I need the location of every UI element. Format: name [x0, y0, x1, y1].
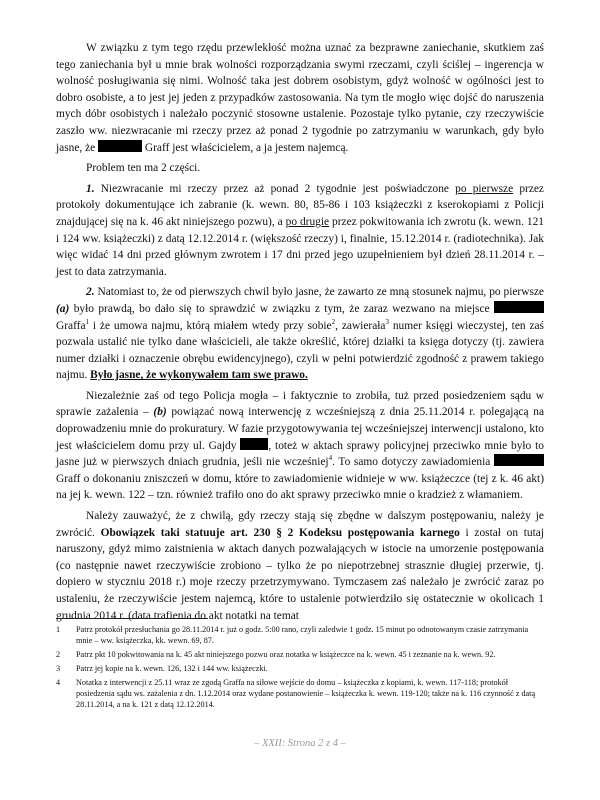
text-run: i że umowa najmu, którą miałem wtedy przy sobie: [89, 319, 332, 332]
paragraph: [56, 284, 544, 384]
redaction-box: [240, 438, 268, 450]
redaction-box: [98, 140, 142, 152]
text-run: Problem ten ma 2 części.: [86, 162, 201, 175]
text-run: Graff o dokonaniu zniszczeń w domu, które to zawiadomienie widnieje w ww. książeczce (tej z k. 46 akt) na jej k. wewn. 122 – tzn. również trafiło ono do akt sprawy przeciwko mnie o kradzież z włamaniem.: [56, 472, 544, 502]
text-run: przez protokoły dokumentujące ich zabranie (k. wewn. 80, 85-86 i 103 książeczki z kserokopiami z Policji znajdującej się na k. 46 akt niniejszego pozwu), a: [56, 182, 544, 228]
redaction-box: [494, 454, 544, 466]
footnote-text: Patrz protokół przesłuchania go 28.11.2014 r. już o godz. 5:00 rano, czyli zaledwie 1 godz. 15 minut po odnotowanym czasie zatrzymania mnie – ww. książeczka, kk. wewn. 69, 87.: [76, 625, 529, 645]
footnote-text: Notatka z interwencji z 25.11 wraz ze zgodą Graffa na siłowe wejście do domu – książeczka z kopiami, k. wewn. 117-118; protokół posiedzenia sądu ws. zażalenia z dn. 1.12.2014 oraz wydane postanowienie – książeczka k. wewn. 119-120; także na k. 116 czynność z datą 28.11.2014, a na k. 121 z datą 12.12.2014.: [76, 678, 536, 709]
text-run: i został on tutaj naruszony, gdyż mimo zaistnienia w aktach danych pozwalających w istocie na umorzenie postępowania (co następnie nawet rzeczywiście zrobiono – tylko że po niepotrzebnej strasznie długiej przerwie, tj. dopiero w styczniu 2018 r.) moje rzeczy przetrzymywano. Tymczasem zaś należało je zwrócić zaraz po ustaleniu, że rzeczywiście jestem najemcą, które to ustalenie potwierdziło się ostatecznie w okolicach 1 grudnia 2014 r. (data trafienia do akt notatki na temat: [56, 526, 545, 622]
text-run: przez pokwitowania ich zwrotu (k. wewn. 121 i 124 ww. książeczki) z datą 12.12.2014 r. (większość rzeczy) i, finalnie, 15.12.2014 r. (radiotechnika). Jak więc widać 14 dni przed głównym zwrotem i 17 dni przed jego uzupełnieniem był dzień 28.11.2014 r. – jest to data zatrzymania.: [56, 215, 544, 278]
text-run: Niezwracanie mi rzeczy przez aż ponad 2 tygodnie jest poświadczone: [94, 182, 456, 195]
text-run: , toteż w aktach sprawy policyjnej przeciwko mnie było to jasne już w pierwszych dniach grudnia, jeśli nie wcześniej: [56, 439, 544, 469]
footnote: [56, 649, 544, 660]
document-body: [56, 40, 544, 628]
text-run: Było jasne, że wykonywałem tam swe prawo.: [90, 369, 308, 382]
footnote-ref: 2: [331, 317, 336, 326]
paragraph: [56, 40, 544, 156]
footnote-ref: 1: [85, 317, 90, 326]
footnote: [56, 624, 544, 646]
text-run: , zawierała: [335, 319, 386, 332]
text-run: Natomiast to, że od pierwszych chwil było jasne, że zawarto ze mną stosunek najmu, po pierwsze: [94, 286, 544, 299]
page-footer: – XXII: Strona 2 z 4 –: [254, 738, 346, 749]
footnote-number: 3: [56, 664, 61, 673]
paragraph: [56, 388, 544, 504]
text-run: Należy zauważyć, że z chwilą, gdy rzeczy stają się zbędne w dalszym postępowaniu, należy je zwrócić.: [56, 510, 544, 539]
redaction-box: [494, 301, 544, 313]
text-run: (b): [153, 406, 167, 419]
footnote-text: Patrz jej kopie na k. wewn. 126, 132 i 144 ww. książeczki.: [76, 664, 268, 673]
text-run: 1.: [86, 182, 95, 195]
text-run: po drugie: [285, 215, 330, 228]
text-run: Obowiązek taki statuuje art. 230 § 2 Kodeksu postępowania karnego: [100, 526, 460, 539]
text-run: Niezależnie zaś od tego Policja mogła – i faktycznie to zrobiła, tuż przed posiedzeniem sądu w sprawie zażalenia –: [56, 389, 544, 419]
text-run: Graff jest właścicielem, a ja jestem najemcą.: [142, 141, 349, 154]
text-run: Graffa: [56, 319, 86, 332]
footnote: [56, 663, 544, 674]
footnote-number: 2: [56, 650, 61, 659]
footnote-ref: 4: [328, 454, 333, 463]
text-run: było prawdą, bo dało się to sprawdzić w związku z tym, że zaraz wezwano na miejsce: [69, 302, 494, 315]
text-run: 2.: [86, 286, 95, 299]
text-run: powiązać nową interwencję z wcześniejszą z dnia 25.11.2014 r. polegającą na doprowadzeniu mnie do prokuratury. W fazie przygotowywania tej wcześniejszej interwencji ustalono, kto jest właścicielem domu przy ul. Gajdy: [56, 406, 544, 452]
text-run: W związku z tym tego rzędu przewlekłość można uznać za bezprawne zaniechanie, skutkiem zaś tego zaniechania był u mnie brak wolności rozporządzania swymi rzeczami, czyli ściślej – ingerencja w wolność posługiwania się nimi. Wolność taka jest dobrem osobistym, gdyż wolność w ogólności jest to dobro osobiste, a to jest jej jeden z przypadków zastosowania. Na tym tle mogło więc dojść do naruszenia mych dóbr osobistych i należało poczynić stosowne ustalenie. Pozostaje tylko pytanie, czy rzeczywiście zaszło ww. niezwracanie mi rzeczy przez aż ponad 2 tygodnie po zatrzymaniu w warunkach, gdy było jasne, że: [56, 42, 544, 154]
text-run: po pierwsze: [455, 182, 514, 195]
footnote-text: Patrz pkt 10 pokwitowania na k. 45 akt niniejszego pozwu oraz notatka w książeczce na k. wewn. 45 i zeznanie na k. wewn. 92.: [76, 650, 496, 659]
paragraph: [56, 508, 544, 624]
paragraph: [56, 181, 544, 281]
text-run: . To samo dotyczy zawiadomienia: [332, 456, 494, 469]
text-run: (a): [56, 302, 70, 315]
footnote-number: 1: [56, 625, 61, 634]
footnotes: [56, 624, 544, 713]
footnote-number: 4: [56, 678, 61, 687]
paragraph: [56, 160, 544, 177]
text-run: numer księgi wieczystej, ten zaś pozwala ustalić nie tylko dane właścicieli, ale także określić, której działki ta księga dotyczy (tj. zawiera numer działki i oznaczenie obrębu ewidencyjnego), czyli w pełni potwierdzić zgodność z prawem takiego najmu.: [56, 319, 544, 382]
footnote: [56, 677, 544, 710]
footnote-ref: 3: [385, 317, 389, 326]
footnote-separator: [56, 618, 208, 619]
